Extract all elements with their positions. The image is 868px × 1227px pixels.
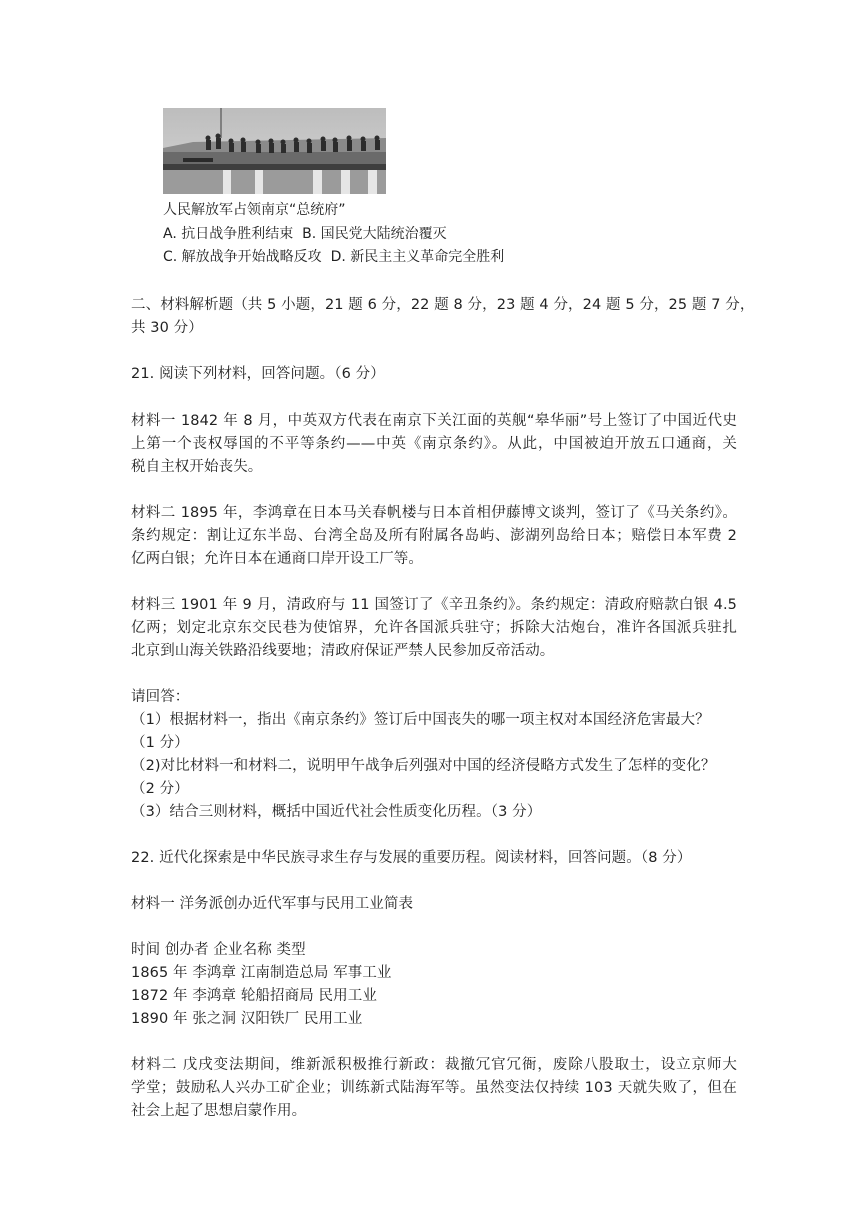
q21-material3-line2: 亿两；划定北京东交民巷为使馆界，允许各国派兵驻守；拆除大沽炮台，准许各国派兵驻扎 — [131, 620, 737, 636]
section-heading-line1: 二、材料解析题（共 5 小题，21 题 6 分，22 题 8 分，23 题 4 分，24 题 5 分，25 题 7 分， — [131, 297, 755, 313]
q21-material3-line1: 材料三 1901 年 9 月，清政府与 11 国签订了《辛丑条约》。条约规定：清政府赔款白银 4.5 — [131, 597, 737, 613]
q21-material1-line3: 税自主权开始丧失。 — [131, 459, 263, 475]
q21-material2-line2: 条约规定：割让辽东半岛、台湾全岛及所有附属各岛屿、澎湖列岛给日本；赔偿日本军费 2 — [131, 528, 737, 544]
q22-table-header: 时间 创办者 企业名称 类型 — [131, 942, 306, 958]
photo-caption: 人民解放军占领南京“总统府” — [163, 202, 346, 218]
option-row-ab: A. 抗日战争胜利结束 B. 国民党大陆统治覆灭 — [163, 226, 447, 242]
q21-material1-line1: 材料一 1842 年 8 月，中英双方代表在南京下关江面的英舰“皋华丽”号上签订了中国近代史 — [131, 413, 737, 429]
q21-sub2-line1: （2)对比材料一和材料二，说明甲午战争后列强对中国的经济侵略方式发生了怎样的变化？ — [131, 758, 716, 774]
q22-material1-title: 材料一 洋务派创办近代军事与民用工业简表 — [131, 896, 414, 912]
q22-table-row: 1890 年 张之洞 汉阳铁厂 民用工业 — [131, 1011, 363, 1027]
q21-sub1-line2: （1 分） — [131, 735, 189, 751]
q21-sub2-line2: （2 分） — [131, 781, 189, 797]
section-heading-line2: 共 30 分） — [131, 320, 203, 336]
q22-table-row: 1872 年 李鸿章 轮船招商局 民用工业 — [131, 988, 377, 1004]
q21-sub3-line1: （3）结合三则材料，概括中国近代社会性质变化历程。（3 分） — [131, 804, 542, 820]
q22-material2-line2: 学堂；鼓励私人兴办工矿企业；训练新式陆海军等。虽然变法仅持续 103 天就失败了，但在 — [131, 1080, 737, 1096]
option-row-cd: C. 解放战争开始战略反攻 D. 新民主主义革命完全胜利 — [163, 249, 505, 265]
q21-material1-line2: 上第一个丧权辱国的不平等条约——中英《南京条约》。从此，中国被迫开放五口通商，关 — [131, 436, 737, 452]
q21-ask: 请回答： — [131, 689, 190, 705]
q21-sub1-line1: （1）根据材料一，指出《南京条约》签订后中国丧失的哪一项主权对本国经济危害最大？ — [131, 712, 710, 728]
q21-material3-line3: 北京到山海关铁路沿线要地；清政府保证严禁人民参加反帝活动。 — [131, 643, 555, 659]
q22-table-row: 1865 年 李鸿章 江南制造总局 军事工业 — [131, 965, 392, 981]
q21-material2-line1: 材料二 1895 年，李鸿章在日本马关春帆楼与日本首相伊藤博文谈判，签订了《马关条约》。 — [131, 505, 737, 521]
historical-photo-nanjing — [163, 108, 386, 194]
q21-material2-line3: 亿两白银；允许日本在通商口岸开设工厂等。 — [131, 551, 423, 567]
q22-material2-line3: 社会上起了思想启蒙作用。 — [131, 1103, 307, 1119]
q22-title: 22. 近代化探索是中华民族寻求生存与发展的重要历程。阅读材料，回答问题。（8 分） — [131, 850, 692, 866]
q21-title: 21. 阅读下列材料，回答问题。（6 分） — [131, 366, 385, 382]
q22-material2-line1: 材料二 戊戌变法期间，维新派积极推行新政：裁撤冗官冗衙，废除八股取士，设立京师大 — [131, 1057, 737, 1073]
